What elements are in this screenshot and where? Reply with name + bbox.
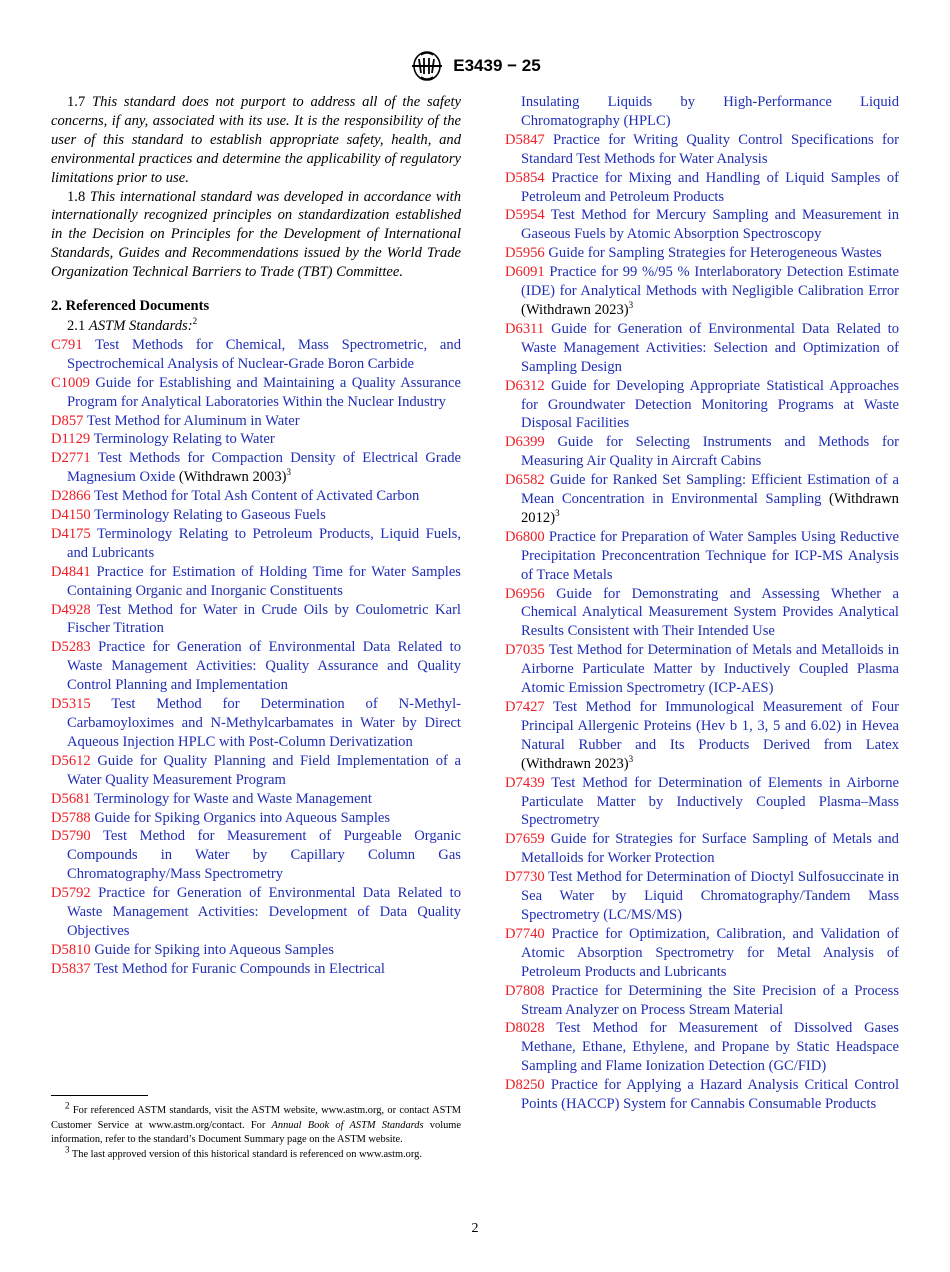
reference-item — [51, 506, 461, 525]
reference-item — [505, 830, 899, 868]
reference-code-link[interactable]: D5956 — [505, 245, 545, 262]
reference-item — [505, 320, 899, 377]
reference-code-link[interactable]: D2866 — [51, 488, 91, 505]
reference-code-link[interactable]: D4175 — [51, 525, 91, 542]
reference-title-link[interactable]: Guide for Demonstrating and Assessing Whether a Chemical Analytical Measurement System Provides Analytical Results Consistent with Their Intended Use — [521, 585, 899, 640]
reference-item — [51, 695, 461, 752]
reference-code-link[interactable]: D5792 — [51, 885, 91, 902]
reference-item — [51, 412, 461, 431]
reference-code-link[interactable]: D6312 — [505, 377, 545, 394]
withdrawn-note: (Withdrawn 2023) — [521, 755, 629, 772]
reference-title-link[interactable]: Practice for Mixing and Handling of Liquid Samples of Petroleum and Petroleum Products — [521, 169, 899, 205]
footnote-2: $^2$ For referenced ASTM standards, visit the ASTM website, www.astm.org, or contact ASTM Customer Service at www.astm.org/contact. For Annual Book of ASTM Standards volume information, refer to the standard’s Document Summary page on the ASTM website. — [51, 1100, 461, 1146]
reference-list — [505, 131, 899, 1114]
reference-item — [505, 244, 899, 263]
reference-title-link[interactable]: Practice for Applying a Hazard Analysis Critical Control Points (HACCP) System for Cannabis Consumable Products — [521, 1077, 899, 1113]
reference-code-link[interactable]: D7730 — [505, 869, 545, 886]
reference-title-link[interactable]: Guide for Quality Planning and Field Implementation of a Water Quality Measurement Program — [67, 752, 462, 788]
reference-item — [51, 752, 461, 790]
reference-item — [505, 585, 899, 642]
reference-title-link[interactable]: Guide for Spiking into Aqueous Samples — [94, 941, 334, 958]
page-number: 2 — [471, 1221, 479, 1236]
reference-code-link[interactable]: D6582 — [505, 472, 545, 489]
subsection-2-1: 2.1 ASTM Standards:$^2$ — [67, 316, 198, 334]
reference-item — [505, 982, 899, 1020]
right-column — [505, 93, 899, 1114]
reference-item — [505, 641, 899, 698]
left-column — [51, 93, 461, 979]
reference-title-link[interactable]: Test Methods for Compaction Density of Electrical Grade Magnesium Oxide — [67, 450, 462, 486]
reference-title-link[interactable]: Guide for Spiking Organics into Aqueous Samples — [94, 809, 391, 826]
reference-title-link[interactable]: Terminology for Waste and Waste Management — [94, 790, 372, 807]
reference-code-link[interactable]: D7439 — [505, 774, 545, 791]
footnote-marker: 3 — [286, 467, 292, 478]
reference-title-link[interactable]: Practice for Estimation of Holding Time for Water Samples Containing Organic and Inorganic Constituents — [67, 563, 461, 599]
reference-code-link[interactable]: D7808 — [505, 982, 545, 999]
reference-item — [505, 1076, 899, 1114]
footnote-marker: 3 — [628, 300, 634, 311]
reference-item — [51, 790, 461, 809]
reference-item — [51, 563, 461, 601]
reference-code-link[interactable]: C1009 — [51, 374, 90, 391]
reference-item — [51, 884, 461, 941]
reference-item — [51, 601, 461, 639]
reference-title-link[interactable]: Test Method for Aluminum in Water — [86, 412, 300, 429]
reference-item — [51, 525, 461, 563]
reference-item — [505, 471, 899, 528]
reference-code-link[interactable]: D5954 — [505, 207, 545, 224]
reference-code-link[interactable]: D2771 — [51, 450, 91, 467]
reference-code-link[interactable]: D5315 — [51, 696, 91, 713]
reference-item — [505, 433, 899, 471]
reference-code-link[interactable]: D5788 — [51, 809, 91, 826]
reference-title-link[interactable]: Test Methods for Chemical, Mass Spectrometric, and Spectrochemical Analysis of Nuclear-Grade Boron Carbide — [67, 336, 461, 372]
reference-code-link[interactable]: C791 — [51, 336, 83, 353]
reference-item — [505, 528, 899, 585]
reference-item — [505, 868, 899, 925]
footnote-divider — [51, 1095, 148, 1096]
footnote-3: $^3$ The last approved version of this historical standard is referenced on www.astm.org. — [65, 1144, 422, 1160]
reference-title-link[interactable]: Test Method for Water in Crude Oils by Coulometric Karl Fischer Titration — [67, 601, 461, 637]
reference-title-link[interactable]: Test Method for Mercury Sampling and Measurement in Gaseous Fuels by Atomic Absorption Spectroscopy — [521, 207, 899, 243]
astm-logo-icon — [409, 50, 445, 82]
standard-designation: E3439 − 25 — [453, 56, 541, 75]
reference-item — [51, 941, 461, 960]
footnote-marker: 3 — [628, 753, 634, 764]
reference-title-link[interactable]: Terminology Relating to Water — [93, 431, 275, 448]
reference-item — [505, 206, 899, 244]
reference-code-link[interactable]: D5847 — [505, 131, 545, 148]
reference-code-link[interactable]: D4841 — [51, 563, 91, 580]
reference-title-link[interactable]: Guide for Developing Appropriate Statistical Approaches for Groundwater Detection Monitoring Programs at Waste Disposal Facilities — [521, 377, 899, 432]
reference-title-link[interactable]: Guide for Strategies for Surface Sampling of Metals and Metalloids for Worker Protection — [521, 831, 899, 867]
footnotes — [51, 1100, 461, 1162]
reference-title-link[interactable]: Test Method for Determination of Dioctyl Sulfosuccinate in Sea Water by Liquid Chromatography/Tandem Mass Spectrometry (LC/MS/MS) — [521, 869, 899, 923]
reference-item — [505, 377, 899, 434]
reference-code-link[interactable]: D6091 — [505, 264, 545, 281]
section-heading: 2. Referenced Documents — [51, 298, 210, 315]
reference-title-link[interactable]: Practice for Optimization, Calibration, and Validation of Atomic Absorption Spectrometry for Metal Analysis of Petroleum Products and Lubricants — [521, 925, 899, 980]
page-header — [0, 50, 950, 82]
reference-code-link[interactable]: D5681 — [51, 790, 91, 807]
reference-code-link[interactable]: D8028 — [505, 1020, 545, 1037]
reference-item — [505, 169, 899, 207]
reference-title-link[interactable]: Practice for Generation of Environmental Data Related to Waste Management Activities: Development of Data Quality Objectives — [67, 885, 461, 939]
reference-item — [505, 925, 899, 982]
reference-code-link[interactable]: D1129 — [51, 431, 91, 448]
reference-title-link[interactable]: Test Method for Measurement of Dissolved Gases Methane, Ethane, Ethylene, and Propane by Static Headspace Sampling and Flame Ionization Detection (GC/FID) — [521, 1020, 899, 1075]
withdrawn-note: (Withdrawn 2023) — [521, 301, 629, 318]
reference-item — [505, 774, 899, 831]
reference-code-link[interactable]: D7740 — [505, 925, 545, 942]
reference-code-link[interactable]: D5790 — [51, 828, 91, 845]
reference-title-link[interactable]: Practice for Generation of Environmental Data Related to Waste Management Activities: Quality Assurance and Quality Control Planning and Implementation — [67, 639, 461, 694]
reference-code-link[interactable]: D7659 — [505, 831, 545, 848]
reference-title-link[interactable]: Test Method for Determination of Elements in Airborne Particulate Matter by Inductively Coupled Plasma–Mass Spectrometry — [521, 774, 900, 829]
reference-item — [51, 487, 461, 506]
reference-title-link[interactable]: Test Method for Determination of N-Methyl-Carbamoyloximes and N-Methylcarbamates in Water by Direct Aqueous Injection HPLC with Post-Column Derivatization — [67, 696, 461, 750]
reference-code-link[interactable]: D4928 — [51, 601, 91, 618]
reference-title-link[interactable]: Test Method for Furanic Compounds in Electrical — [94, 960, 385, 977]
withdrawn-note: (Withdrawn 2003) — [178, 469, 287, 486]
reference-code-link[interactable]: D5283 — [51, 639, 91, 656]
reference-code-link[interactable]: D7035 — [505, 642, 545, 659]
reference-title-link[interactable]: Guide for Sampling Strategies for Heterogeneous Wastes — [548, 245, 882, 262]
reference-code-link[interactable]: D6956 — [505, 585, 545, 602]
reference-title-link[interactable]: Guide for Selecting Instruments and Methods for Measuring Air Quality in Aircraft Cabins — [521, 434, 899, 470]
reference-item — [505, 1019, 899, 1076]
reference-title-link[interactable]: Practice for Writing Quality Control Specifications for Standard Test Methods for Water Analysis — [521, 131, 899, 167]
reference-item — [51, 638, 461, 695]
reference-title-link[interactable]: Guide for Ranked Set Sampling: Efficient Estimation of a Mean Concentration in Environmental Sampling — [521, 472, 899, 508]
reference-item — [505, 131, 899, 169]
reference-title-link[interactable]: Practice for Determining the Site Precision of a Process Stream Analyzer on Process Stream Material — [521, 982, 899, 1018]
reference-code-link[interactable]: D5612 — [51, 752, 91, 769]
footnote-marker: 3 — [555, 508, 560, 519]
reference-title-link[interactable]: Terminology Relating to Gaseous Fuels — [94, 507, 326, 524]
reference-title-link[interactable]: Practice for Preparation of Water Samples Using Reductive Precipitation Preconcentration Technique for ICP-MS Analysis of Trace Metals — [521, 528, 899, 583]
reference-list — [51, 336, 461, 979]
reference-title-link[interactable]: Guide for Establishing and Maintaining a Quality Assurance Program for Analytical Laboratories Within the Nuclear Industry — [67, 374, 461, 410]
reference-title-link[interactable]: Terminology Relating to Petroleum Products, Liquid Fuels, and Lubricants — [67, 525, 462, 561]
reference-code-link[interactable]: D6311 — [505, 320, 545, 337]
reference-item — [505, 263, 899, 320]
reference-code-link[interactable]: D6800 — [505, 528, 545, 545]
paragraph-1-7: 1.7 This standard does not purport to address all of the safety concerns, if any, associated with its use. It is the responsibility of the user of this standard to establish appropriate safety, health, and environmental practices and determine the applicability of regulatory limitations prior to use. — [51, 94, 461, 186]
reference-code-link[interactable]: D7427 — [505, 699, 545, 715]
reference-item — [51, 809, 461, 828]
reference-item — [51, 430, 461, 449]
reference-item — [51, 960, 461, 979]
reference-code-link[interactable]: D4150 — [51, 507, 91, 524]
reference-item — [51, 336, 461, 374]
reference-code-link[interactable]: D857 — [51, 412, 84, 429]
reference-item — [51, 449, 461, 487]
reference-title-link[interactable]: Practice for 99 %/95 % Interlaboratory Detection Estimate (IDE) for Analytical Methods with Negligible Calibration Error — [521, 264, 899, 300]
reference-title-link[interactable]: Test Method for Measurement of Purgeable Organic Compounds in Water by Capillary Column Gas Chromatography/Mass Spectrometry — [67, 828, 461, 883]
reference-title-link[interactable]: Test Method for Determination of Metals and Metalloids in Airborne Particulate Matter by Inductively Coupled Plasma Atomic Emission Spectrometry (ICP-AES) — [521, 642, 899, 697]
reference-title-link[interactable]: Test Method for Immunological Measurement of Four Principal Allergenic Proteins (Hev b 1, 3, 5 and 6.02) in Hevea Natural Rubber and Its Products Derived from Latex — [521, 699, 899, 753]
reference-code-link[interactable]: D5854 — [505, 169, 545, 186]
reference-item — [505, 698, 899, 774]
reference-code-link[interactable]: D5810 — [51, 941, 91, 958]
reference-code-link[interactable]: D5837 — [51, 960, 91, 977]
reference-title-link[interactable]: Guide for Generation of Environmental Data Related to Waste Management Activities: Selection and Optimization of Sampling Design — [521, 320, 899, 375]
paragraph-1-8: 1.8 This international standard was developed in accordance with internationally recognized principles on standardization established in the Decision on Principles for the Development of International Standards, Guides and Recommendations issued by the World Trade Organization Technical Barriers to Trade (TBT) Committee. — [51, 188, 462, 281]
reference-item — [51, 827, 461, 884]
withdrawn-note: (Withdrawn 2012) — [521, 491, 899, 526]
reference-continuation: Insulating Liquids by High-Performance Liquid Chromatography (HPLC) — [521, 94, 899, 129]
reference-item — [51, 374, 461, 412]
reference-code-link[interactable]: D8250 — [505, 1077, 545, 1094]
reference-title-link[interactable]: Test Method for Total Ash Content of Activated Carbon — [94, 488, 420, 505]
reference-code-link[interactable]: D6399 — [505, 434, 545, 451]
